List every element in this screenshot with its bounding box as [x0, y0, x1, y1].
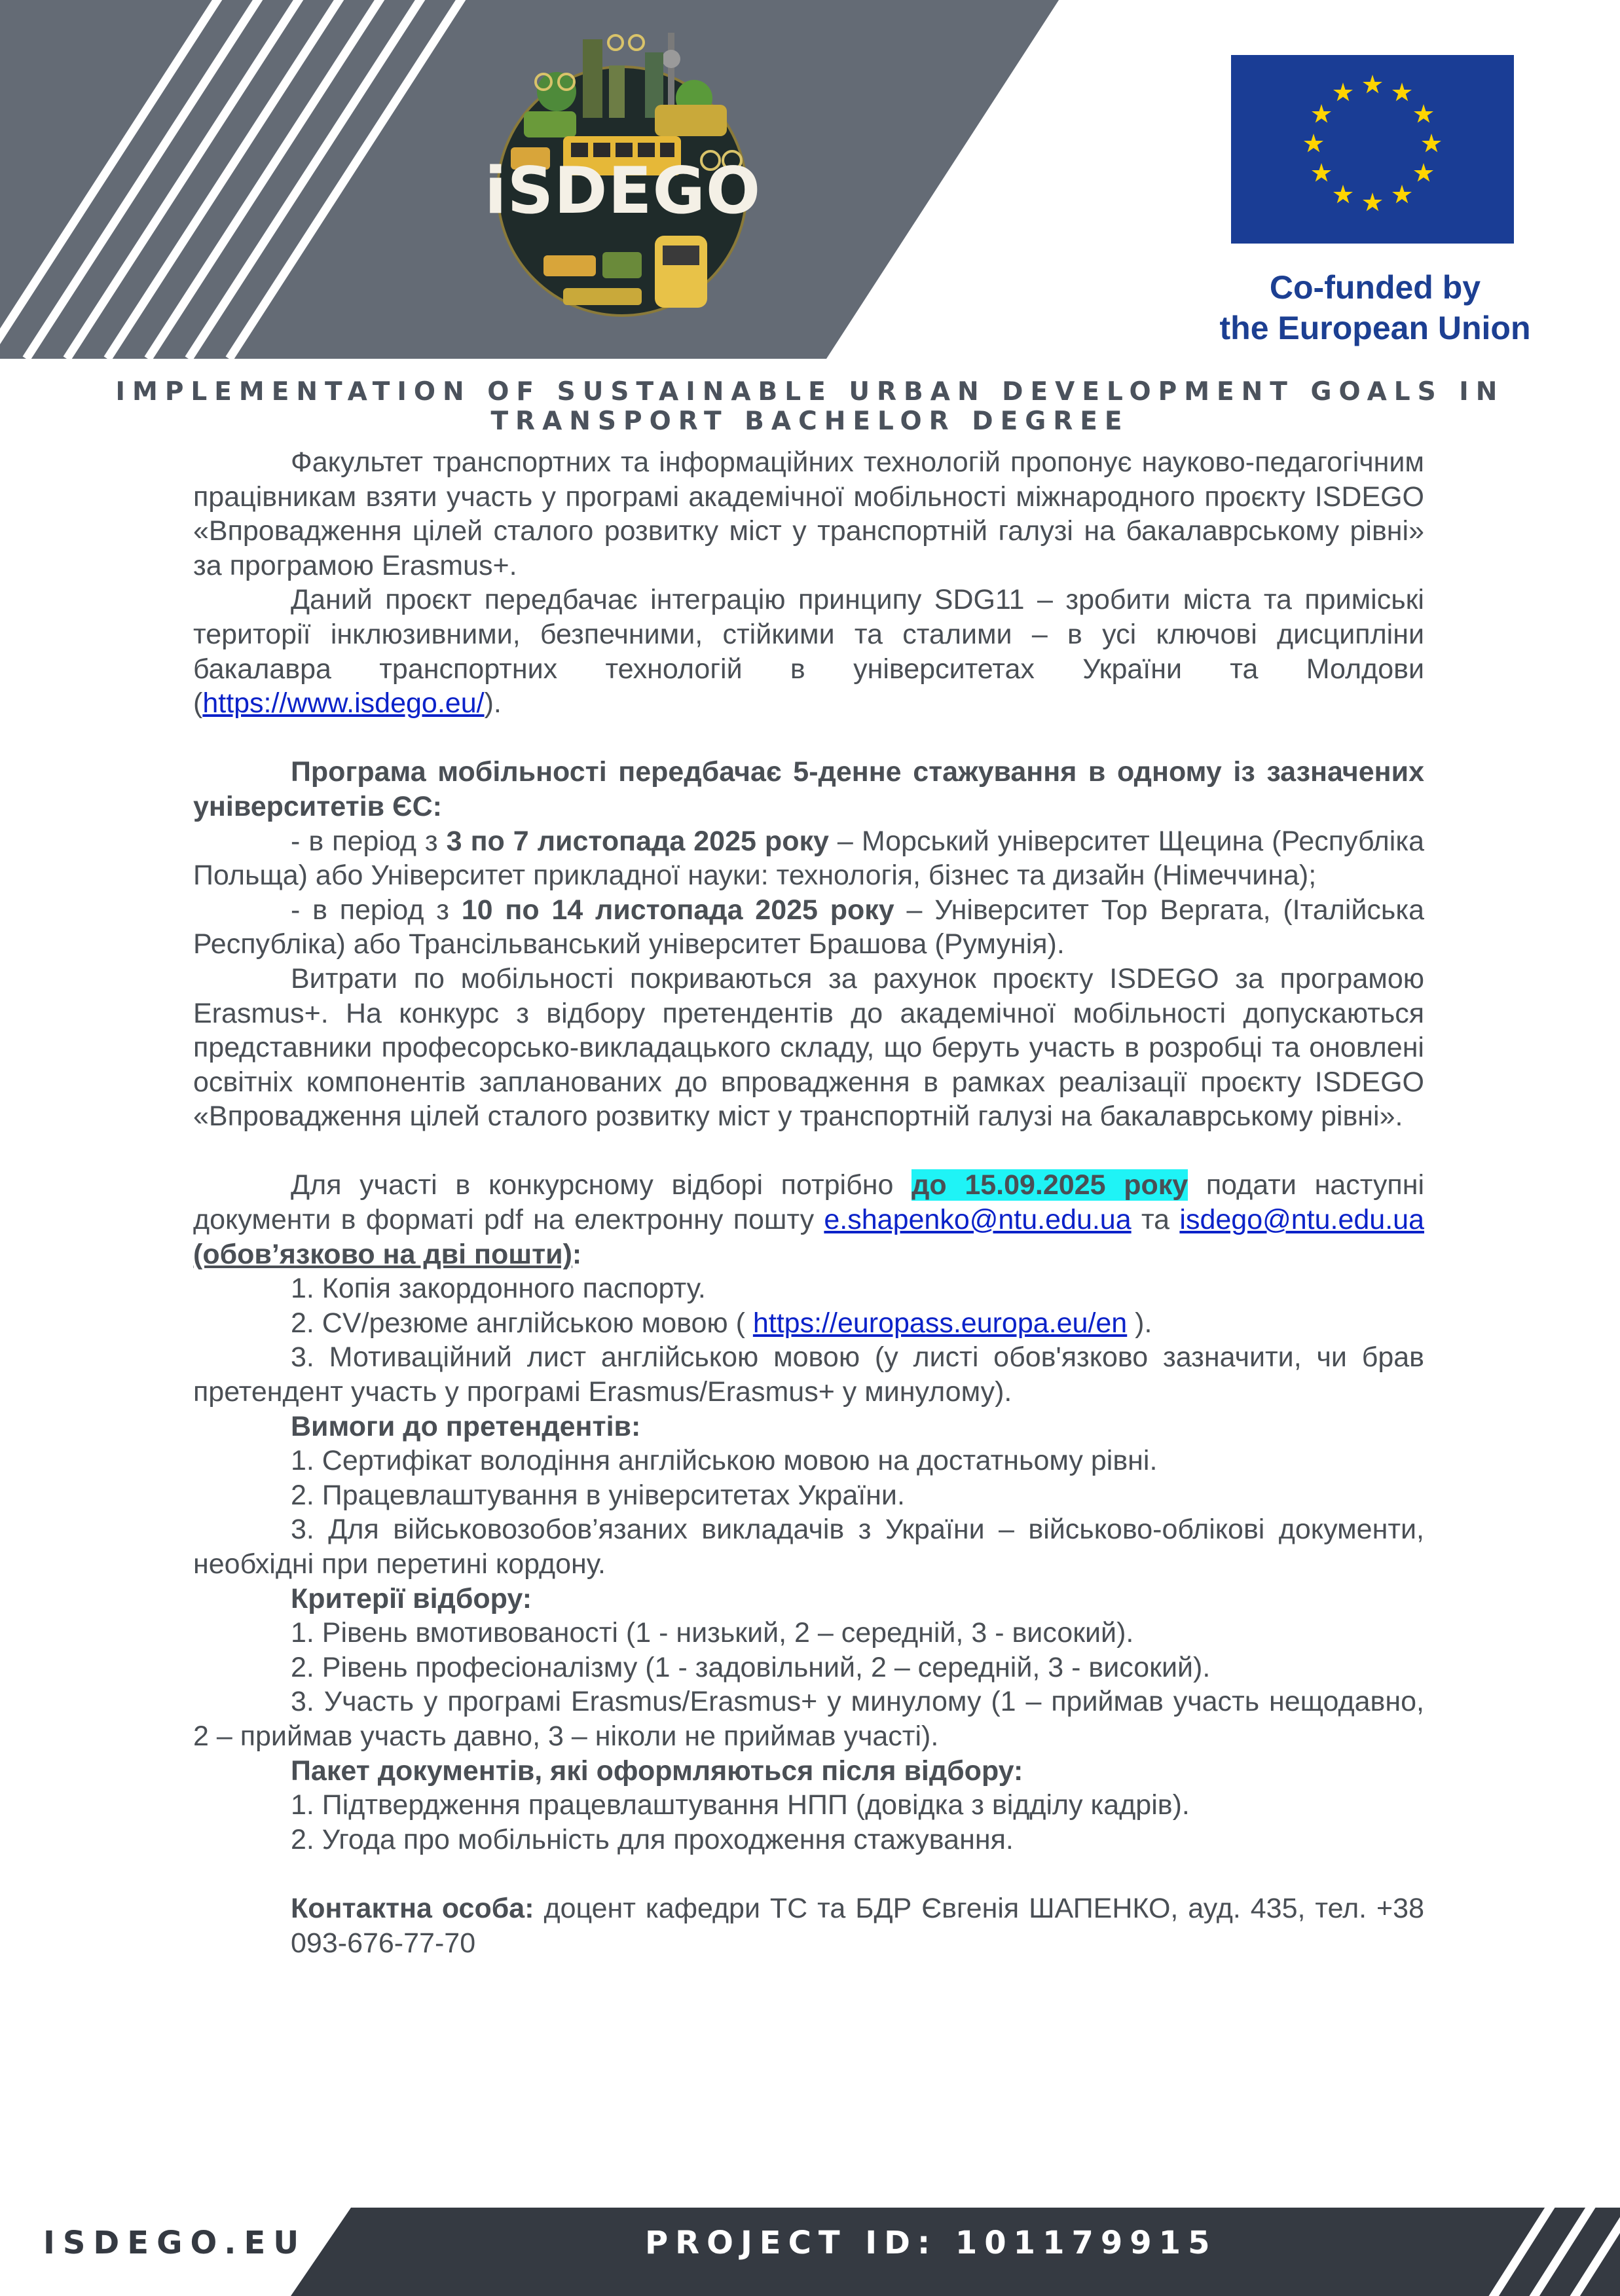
- period-1-prefix: - в період з: [291, 825, 447, 857]
- project-paragraph: [193, 583, 1424, 720]
- package-item-1: 1. Підтвердження працевлаштування НПП (довідка з відділу кадрів).: [291, 1789, 1190, 1821]
- period-2-text: – Університет Тор Вергата, (Італійська Республіка) або Трансільванський університет Брашова (Румунія).: [193, 894, 1424, 960]
- contact-label: Контактна особа:: [291, 1892, 534, 1924]
- apply-paragraph: [193, 1168, 1424, 1271]
- criterion-1: 1. Рівень вмотивованості (1 - низький, 2 – середній, 3 - високий).: [291, 1617, 1134, 1649]
- isdego-website-link[interactable]: https://www.isdego.eu/: [202, 687, 485, 720]
- apply-text-mid: подати наступні документи в форматі pdf на електронну пошту: [193, 1169, 1424, 1236]
- criteria-heading: Критерії відбору:: [291, 1582, 532, 1614]
- contact-paragraph: [193, 1891, 1424, 1960]
- doc-2-end: ).: [1127, 1307, 1152, 1339]
- requirements-heading: Вимоги до претендентів:: [291, 1410, 641, 1442]
- criterion-2: 2. Рівень професіоналізму (1 - задовільний, 2 – середній, 3 - високий).: [291, 1651, 1211, 1683]
- project-text: Даний проєкт передбачає інтеграцію принципу SDG11 – зробити міста та приміські території інклюзивними, безпечними, стійкими та сталими – в усі ключові дисципліни бакалавра транспортних технологій в університетах України та Молдови (: [193, 584, 1424, 720]
- spacer: [193, 1134, 1424, 1169]
- footer-website[interactable]: ISDEGO.EU: [43, 2225, 307, 2261]
- apply-colon: :: [572, 1238, 582, 1270]
- package-item-2: 2. Угода про мобільність для проходження стажування.: [291, 1823, 1014, 1855]
- package-heading: Пакет документів, які оформляються після відбору:: [291, 1755, 1023, 1787]
- costs-paragraph: Витрати по мобільності покриваються за рахунок проєкту ISDEGO за програмою Erasmus+. На конкурс з відбору претендентів до академічної мобільності допускаються представники професорсько-викладацького складу, що беруть участь в розробці та оновлені освітніх компонентів запланованих до впровадження в рамках реалізації проєкту ISDEGO «Впровадження цілей сталого розвитку міст у транспортній галузі на бакалаврському рівні».: [193, 962, 1424, 1133]
- email-link-isdego[interactable]: isdego@ntu.edu.ua: [1179, 1204, 1424, 1236]
- eu-cofunded-label: [1192, 267, 1558, 348]
- contact-details: доцент кафедри ТС та БДР Євгенія ШАПЕНКО, ауд. 435, тел. +38 093-676-77-70: [291, 1892, 1424, 1959]
- period-1-text: – Морський університет Щецина (Республіка Польща) або Університет прикладної науки: технологія, бізнес та дизайн (Німеччина);: [193, 825, 1424, 892]
- eu-line-2: the European Union: [1219, 310, 1531, 346]
- isdego-logo: [485, 20, 760, 321]
- deadline-highlight: до 15.09.2025 року: [911, 1169, 1188, 1201]
- apply-and: та: [1131, 1204, 1180, 1236]
- project-tagline: IMPLEMENTATION OF SUSTAINABLE URBAN DEVELOPMENT GOALS IN TRANSPORT BACHELOR DEGREE: [115, 377, 1505, 436]
- europass-link[interactable]: https://europass.europa.eu/en: [752, 1307, 1128, 1339]
- requirement-3: 3. Для військовозобов’язаних викладачів з України – військово-облікові документи, необхідні при перетині кордону.: [193, 1514, 1424, 1580]
- spacer: [193, 721, 1424, 756]
- period-1-dates: 3 по 7 листопада 2025 року: [446, 825, 829, 857]
- doc-item-1: 1. Копія закордонного паспорту.: [291, 1273, 706, 1305]
- period-2-prefix: - в період з: [291, 894, 462, 926]
- announcement-body: [193, 445, 1424, 1960]
- eu-line-1: Co-funded by: [1269, 269, 1481, 306]
- project-text-end: ).: [484, 687, 502, 720]
- both-emails-note: (обов’язково на дві пошти): [193, 1238, 572, 1270]
- apply-text: Для участі в конкурсному відборі потрібно: [291, 1169, 912, 1201]
- requirement-1: 1. Сертифікат володіння англійською мовою на достатньому рівні.: [291, 1445, 1158, 1477]
- doc-item-2: [193, 1306, 1424, 1341]
- intro-paragraph: Факультет транспортних та інформаційних технологій пропонує науково-педагогічним працівникам взяти участь у програмі академічної мобільності міжнародного проєкту ISDEGO «Впровадження цілей сталого розвитку міст у транспортній галузі на бакалаврському рівні» за програмою Erasmus+.: [193, 446, 1424, 581]
- logo-text: iSDEGO: [485, 154, 762, 228]
- criterion-3: 3. Участь у програмі Erasmus/Erasmus+ у минулому (1 – приймав участь нещодавно, 2 – приймав участь давно, 3 – ніколи не приймав участі).: [193, 1686, 1424, 1752]
- doc-2-text: 2. CV/резюме англійською мовою (: [291, 1307, 753, 1339]
- period-1: [193, 824, 1424, 893]
- period-2: [193, 893, 1424, 962]
- spacer: [193, 1857, 1424, 1891]
- doc-item-3: 3. Мотиваційний лист англійською мовою (у листі обов'язково зазначити, чи брав претендент участь у програмі Erasmus/Erasmus+ у минулому).: [193, 1341, 1424, 1408]
- period-2-dates: 10 по 14 листопада 2025 року: [461, 894, 894, 926]
- requirement-2: 2. Працевлаштування в університетах України.: [291, 1479, 905, 1511]
- eu-flag: [1231, 55, 1514, 244]
- mobility-heading: Програма мобільності передбачає 5-денне стажування в одному із зазначених університетів ЄС:: [193, 756, 1424, 822]
- footer-project-id: PROJECT ID: 101179915: [645, 2225, 1217, 2261]
- email-link-shapenko[interactable]: e.shapenko@ntu.edu.ua: [824, 1204, 1132, 1236]
